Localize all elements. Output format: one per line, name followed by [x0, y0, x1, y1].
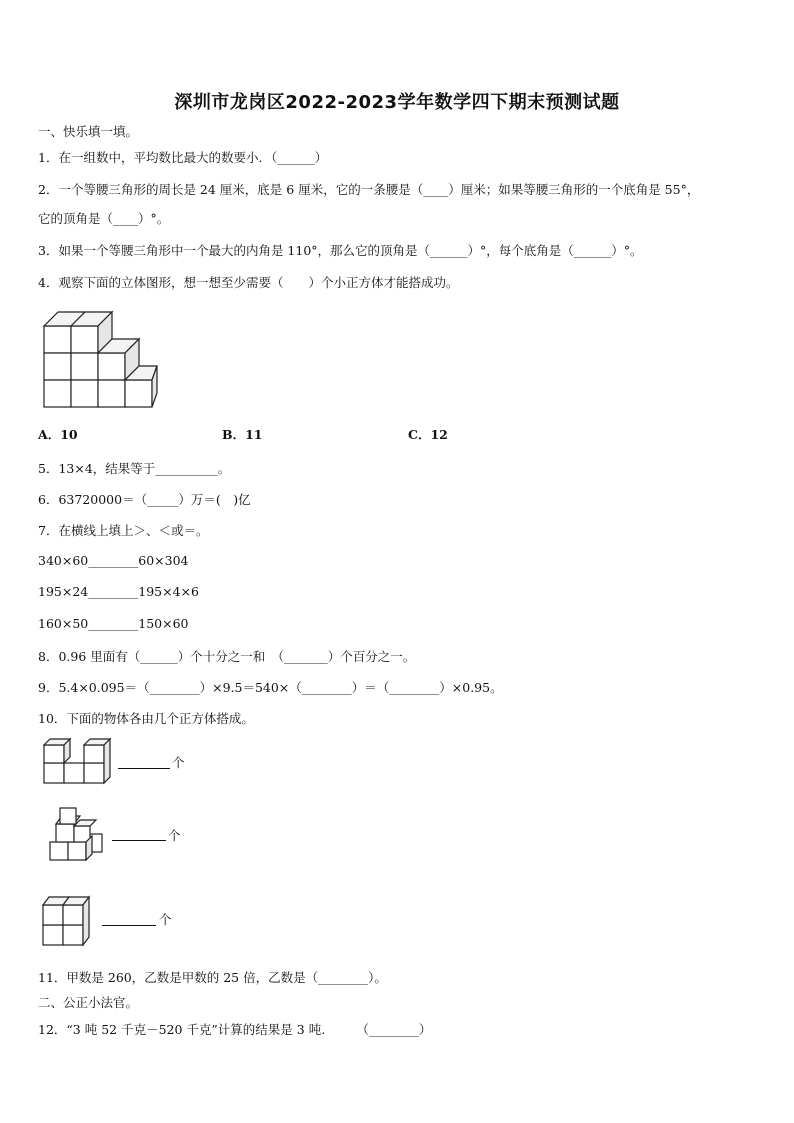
section-heading-2: 二、公正小法官。 — [38, 995, 139, 1010]
question-8: 8．0.96 里面有（______）个十分之一和 （_______）个百分之一。 — [38, 649, 416, 664]
question-2-line-2: 它的顶角是（____）°。 — [38, 211, 170, 226]
comparison-item-1: 340×60________60×304 — [38, 553, 189, 568]
option-a: A．10 — [38, 427, 78, 442]
question-5: 5．13×4，结果等于__________。 — [38, 461, 231, 476]
question-3: 3．如果一个等腰三角形中一个最大的内角是 110°，那么它的顶角是（______）°，每个底角是（______）°。 — [38, 243, 643, 258]
cube-figure-1 — [42, 737, 112, 787]
option-b: B．11 — [222, 427, 263, 442]
comparison-item-3: 160×50________150×60 — [38, 616, 189, 631]
question-10: 10．下面的物体各由几个正方体搭成。 — [38, 711, 254, 726]
answer-line-1[interactable] — [118, 768, 170, 769]
question-1: 1．在一组数中，平均数比最大的数要小．（______） — [38, 150, 328, 165]
section-heading-1: 一、快乐填一填。 — [38, 124, 139, 139]
question-4: 4．观察下面的立体图形，想一想至少需要（ ）个小正方体才能搭成功。 — [38, 275, 459, 290]
cube-figure-3 — [40, 893, 98, 949]
question-9: 9．5.4×0.095＝（________）×9.5＝540×（________）＝（________）×0.95。 — [38, 680, 503, 695]
question-11: 11．甲数是 260，乙数是甲数的 25 倍，乙数是（________）。 — [38, 970, 387, 985]
unit-label-1: 个 — [172, 755, 185, 770]
answer-line-2[interactable] — [112, 840, 166, 841]
stacked-cubes-figure — [40, 302, 162, 412]
question-7: 7．在横线上填上＞、＜或＝。 — [38, 523, 209, 538]
question-2-line-1: 2．一个等腰三角形的周长是 24 厘米，底是 6 厘米，它的一条腰是（____）厘米；如果等腰三角形的一个底角是 55°， — [38, 182, 700, 197]
answer-line-3[interactable] — [102, 925, 156, 926]
question-12: 12．“3 吨 52 千克－520 千克”计算的结果是 3 吨. （________） — [38, 1022, 432, 1037]
question-6: 6．63720000＝（_____）万＝( )亿 — [38, 492, 251, 507]
cube-figure-2 — [46, 804, 108, 864]
page-title: 深圳市龙岗区2022-2023学年数学四下期末预测试题 — [174, 92, 620, 113]
option-c: C．12 — [408, 427, 448, 442]
unit-label-2: 个 — [168, 828, 181, 843]
unit-label-3: 个 — [159, 912, 172, 927]
comparison-item-2: 195×24________195×4×6 — [38, 584, 199, 599]
